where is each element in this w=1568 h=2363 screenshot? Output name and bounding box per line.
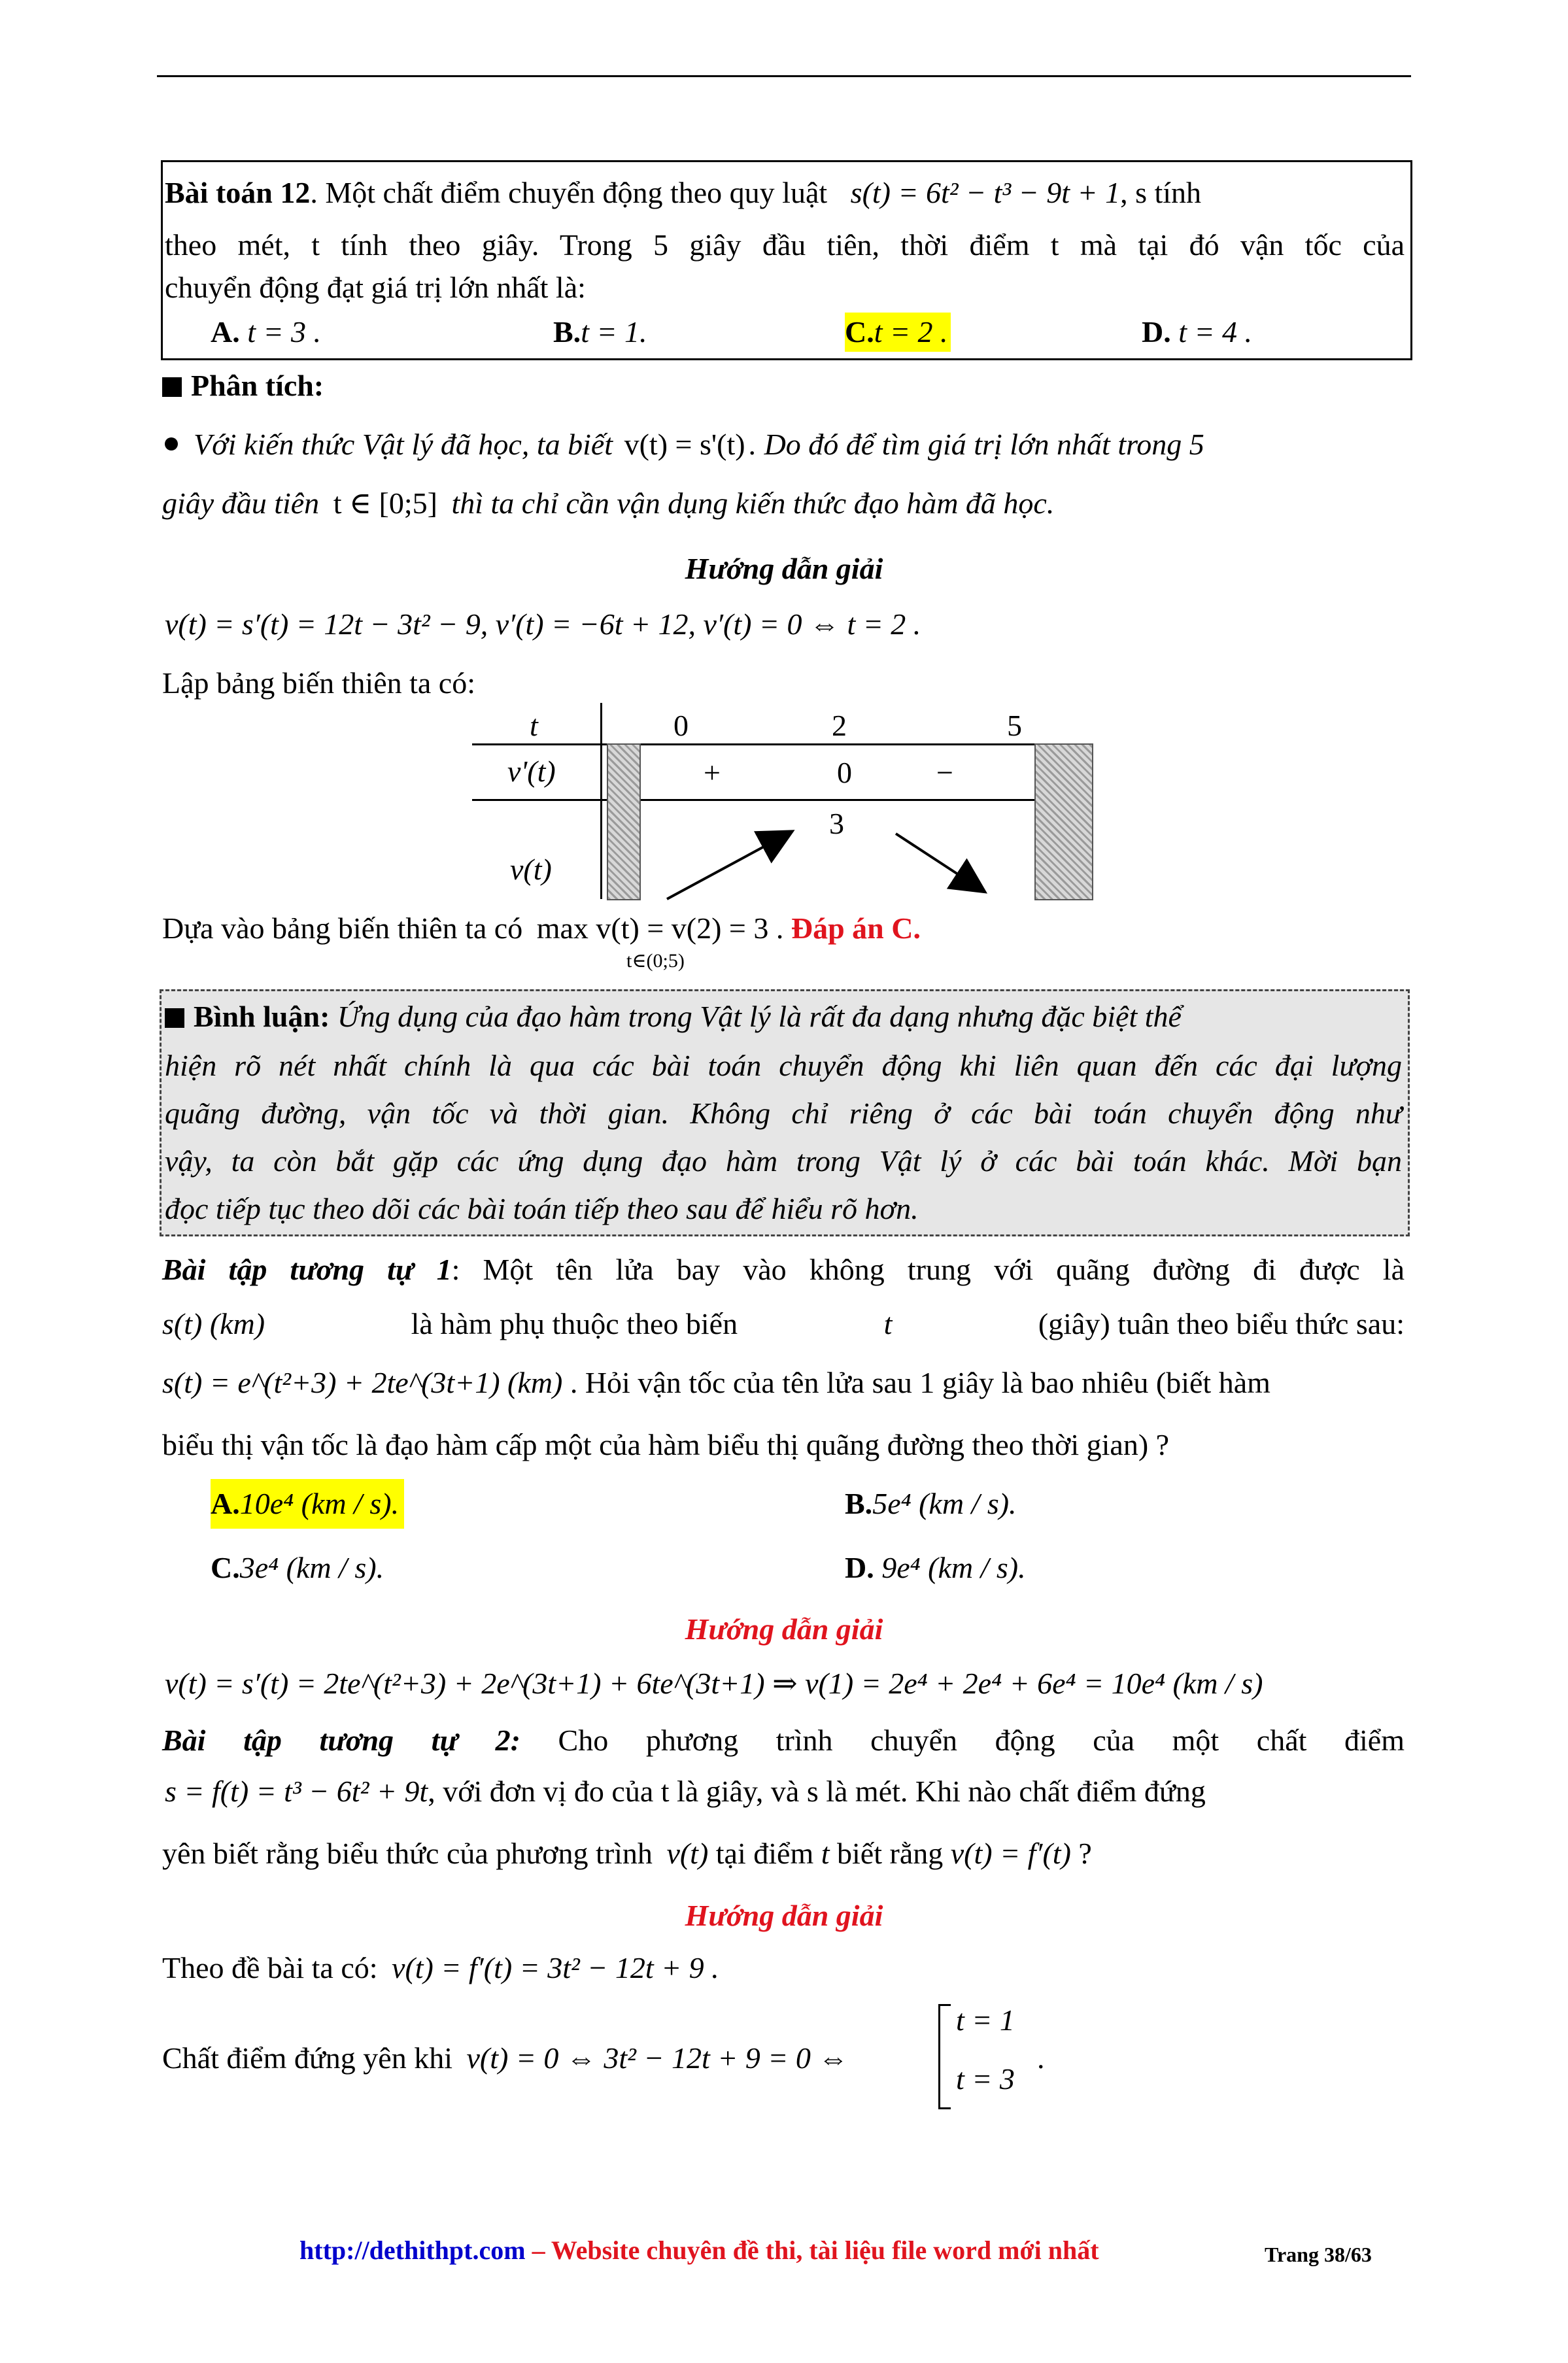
exercise1-option-b: B.5e⁴ (km / s).: [845, 1487, 1017, 1520]
case-t3: t = 3: [956, 2062, 1015, 2096]
exercise2-line-1: Bài tập tương tự 2: Cho phương trình chuyển động của một chất điểm: [162, 1724, 1405, 1757]
comment-line-1: Bình luận: Ứng dụng của đạo hàm trong Vật lý là rất đa dạng nhưng đặc biệt thể: [165, 997, 1182, 1036]
comment-line-5: đọc tiếp tục theo dõi các bài toán tiếp theo sau để hiểu rõ hơn.: [165, 1192, 919, 1225]
case-t1: t = 1: [956, 2003, 1015, 2037]
comment-line-3: quãng đường, vận tốc và thời gian. Không chỉ riêng ở các bài toán chuyển động như: [165, 1096, 1402, 1130]
option-c-highlighted: C.t = 2 .: [845, 313, 951, 352]
conclusion-subscript: t∈(0;5): [626, 950, 685, 972]
t-value-5: 5: [1007, 709, 1022, 742]
exercise2-line-2: s = f(t) = t³ − 6t² + 9t, với đơn vị đo của t là giây, và s là mét. Khi nào chất điểm đứng: [165, 1775, 1206, 1808]
solution-formula-1: v(t) = s′(t) = 12t − 3t² − 9, v′(t) = −6t + 12, v′(t) = 0 ⇔ t = 2 .: [165, 607, 921, 641]
variation-arrows: [641, 824, 1033, 902]
increasing-arrow: [667, 834, 788, 899]
sign-plus: +: [704, 756, 721, 789]
table-row-v: v(t): [510, 853, 552, 886]
problem-line-3: chuyển động đạt giá trị lớn nhất là:: [165, 271, 586, 304]
page-number: Trang 38/63: [1265, 2243, 1372, 2266]
exercise2-solution-1: Theo đề bài ta có: v(t) = f′(t) = 3t² − 12t + 9 .: [162, 1951, 719, 1984]
square-bullet-icon: [165, 1008, 184, 1028]
answer-label: Đáp án C.: [791, 911, 921, 945]
footer-link[interactable]: http://dethithpt.com: [299, 2236, 526, 2265]
comment-line-4: vậy, ta còn bắt gặp các ứng dụng đạo hàm trong Vật lý ở các bài toán khác. Mời bạn: [165, 1144, 1402, 1178]
case-bracket: [938, 2004, 951, 2109]
problem-title: Bài toán 12: [165, 176, 311, 209]
table-row-vprime: v'(t): [507, 755, 556, 788]
case-dot: .: [1037, 2041, 1045, 2075]
problem-formula: s(t) = 6t² − t³ − 9t + 1: [850, 176, 1121, 209]
conclusion-line: Dựa vào bảng biến thiên ta có max v(t) = v(2) = 3 . Đáp án C.: [162, 911, 921, 945]
decreasing-arrow: [896, 834, 981, 889]
analysis-line-2: giây đầu tiên t ∈ [0;5] thì ta chỉ cần vận dụng kiến thức đạo hàm đã học.: [162, 486, 1055, 520]
option-b: B.t = 1.: [553, 315, 647, 348]
problem-line-2: theo mét, t tính theo giây. Trong 5 giây đầu tiên, thời điểm t mà tại đó vận tốc của: [165, 228, 1405, 262]
analysis-heading: Phân tích:: [162, 366, 324, 405]
exercise1-line-3: s(t) = e^(t²+3) + 2te^(3t+1) (km) . Hỏi vận tốc của tên lửa sau 1 giây là bao nhiêu (biết hàm: [162, 1366, 1270, 1399]
option-d: D. t = 4 .: [1142, 315, 1253, 348]
max-value: 3: [829, 807, 844, 840]
square-bullet-icon: [162, 377, 182, 397]
exercise1-line-4: biểu thị vận tốc là đạo hàm cấp một của hàm biểu thị quãng đường theo thời gian) ?: [162, 1428, 1170, 1461]
table-intro: Lập bảng biến thiên ta có:: [162, 666, 476, 700]
hatched-region-right: [1034, 743, 1093, 900]
footer: [299, 2231, 1099, 2270]
exercise2-line-3: yên biết rằng biểu thức của phương trình v(t) tại điểm t biết rằng v(t) = f′(t) ?: [162, 1837, 1092, 1870]
sign-minus: −: [936, 756, 953, 789]
exercise2-solution-2: Chất điểm đứng yên khi v(t) = 0 ⇔ 3t² − 12t + 9 = 0 ⇔: [162, 2041, 849, 2075]
exercise1-solution-heading: Hướng dẫn giải: [685, 1612, 883, 1646]
comment-line-2: hiện rõ nét nhất chính là qua các bài toán chuyển động khi liên quan đến các đại lượng: [165, 1049, 1402, 1082]
hatched-region-left: [607, 743, 641, 900]
exercise2-solution-heading: Hướng dẫn giải: [685, 1899, 883, 1932]
exercise1-line-2: s(t) (km) là hàm phụ thuộc theo biến t (giây) tuân theo biểu thức sau:: [162, 1307, 1405, 1340]
exercise1-option-d: D. 9e⁴ (km / s).: [845, 1551, 1026, 1584]
problem-text: . Một chất điểm chuyển động theo quy luật: [310, 176, 828, 209]
round-bullet-icon: [165, 437, 178, 450]
analysis-line-1: Với kiến thức Vật lý đã học, ta biết v(t) = s'(t) . Do đó để tìm giá trị lớn nhất trong 5: [165, 425, 1204, 464]
solution-heading-1: Hướng dẫn giải: [685, 552, 883, 585]
exercise1-solution: v(t) = s′(t) = 2te^(t²+3) + 2e^(3t+1) + 6te^(3t+1) ⇒ v(1) = 2e⁴ + 2e⁴ + 6e⁴ = 10e⁴ (km / s): [165, 1667, 1263, 1700]
problem-line-1: [165, 173, 1405, 212]
sign-zero: 0: [837, 756, 852, 789]
footer-text: – Website chuyên đề thi, tài liệu file word mới nhất: [525, 2236, 1099, 2265]
exercise1-option-c: C.3e⁴ (km / s).: [211, 1551, 384, 1584]
option-a: A. t = 3 .: [211, 315, 322, 348]
problem-tail: , s tính: [1120, 176, 1202, 209]
t-value-0: 0: [673, 709, 689, 742]
exercise1-line-1: Bài tập tương tự 1: Một tên lửa bay vào không trung với quãng đường đi được là: [162, 1253, 1405, 1286]
exercise1-option-a-highlighted: A.10e⁴ (km / s).: [211, 1479, 404, 1529]
header-rule: [157, 75, 1411, 77]
table-row-t: t: [530, 709, 538, 742]
t-value-2: 2: [832, 709, 847, 742]
